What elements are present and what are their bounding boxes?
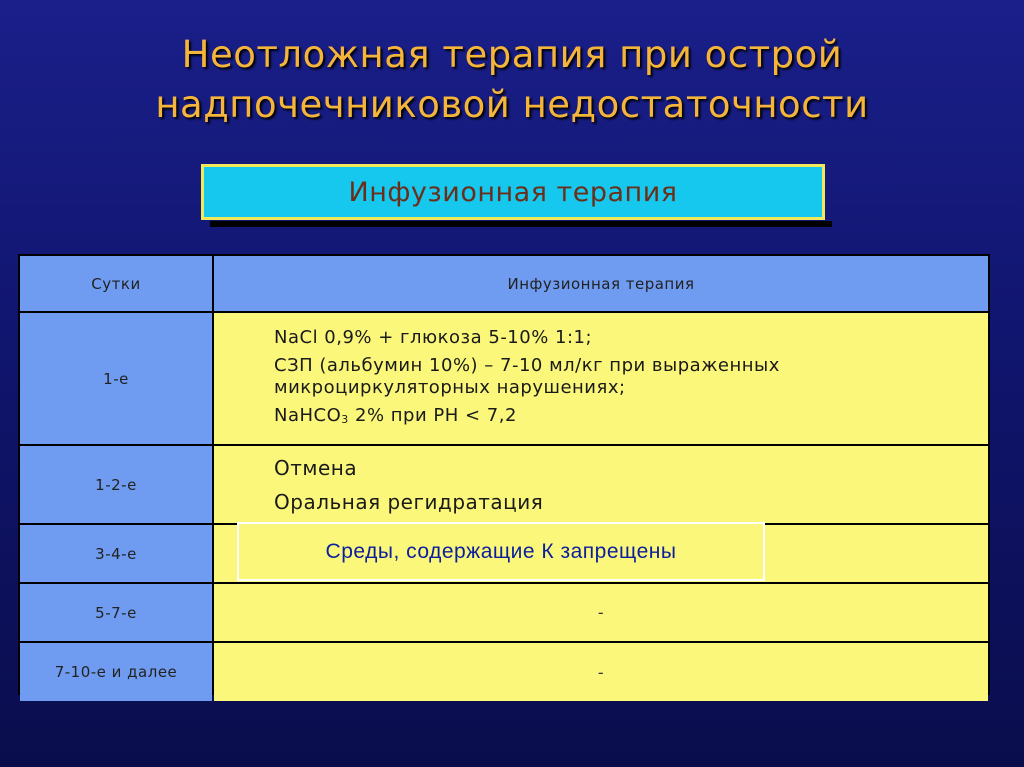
row-5-therapy: - [214,643,988,701]
forbidden-media-text: Среды, содержащие К запрещены [325,539,677,563]
subtitle-text: Инфузионная терапия [348,176,678,208]
row-3-day: 3-4-е [20,525,212,582]
row-4-day: 5-7-е [20,584,212,641]
row-1-item-2b: микроциркуляторных нарушениях; [274,376,626,398]
row-1-item-1: NaCl 0,9% + глюкоза 5-10% 1:1; [274,326,593,348]
subtitle-box [201,164,825,220]
forbidden-media-box [237,522,765,581]
slide-title [0,30,1024,130]
row-5-day: 7-10-е и далее [20,643,212,701]
row-1-day: 1-е [20,313,212,444]
row-1-therapy [214,313,988,444]
row-1-item-2a: СЗП (альбумин 10%) – 7-10 мл/кг при выраженных [274,354,780,376]
therapy-table [18,254,990,695]
nahco3-sub: 3 [341,412,349,426]
row-1-item-2 [274,355,780,399]
title-line-2: надпочечниковой недостаточности [155,83,869,126]
header-therapy: Инфузионная терапия [214,256,988,311]
row-2-day: 1-2-е [20,446,212,523]
row-4-therapy: - [214,584,988,641]
row-2-item-2: Оральная регидратация [274,489,544,514]
nahco3-suffix: 2% при PH < 7,2 [348,404,517,426]
title-line-1: Неотложная терапия при острой [181,33,843,76]
row-2-item-1: Отмена [274,455,358,480]
nahco3-prefix: NaHCO [274,404,342,426]
row-3-therapy [214,525,988,582]
row-1-item-3 [274,405,517,431]
header-day: Сутки [20,256,212,311]
row-2-therapy [214,446,988,523]
